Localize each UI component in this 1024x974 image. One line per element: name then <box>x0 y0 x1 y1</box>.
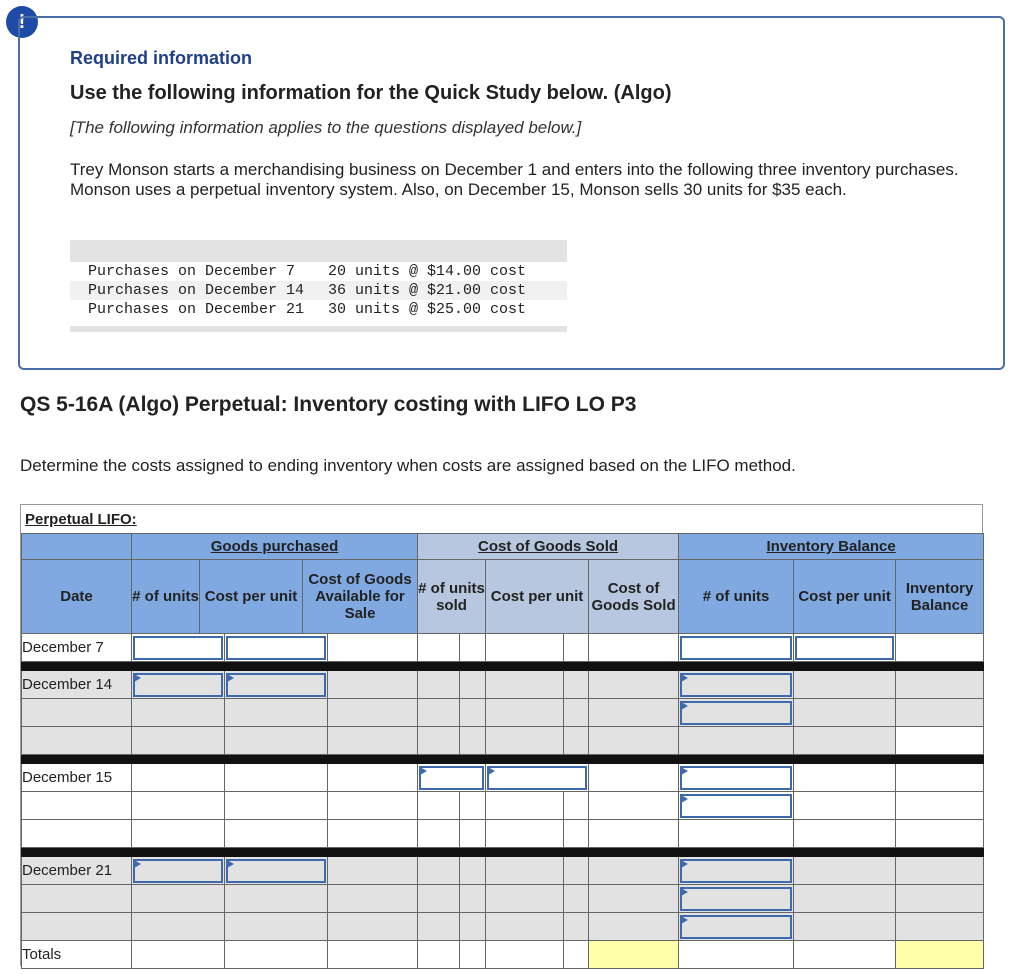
col-ib-units: # of units <box>679 560 794 634</box>
question-title: QS 5-16A (Algo) Perpetual: Inventory costing with LIFO LO P3 <box>20 393 637 416</box>
table-row <box>22 885 984 913</box>
gp-cost-input[interactable] <box>226 636 326 660</box>
gp-cost-cell[interactable] <box>225 857 328 885</box>
cogs-units-cell[interactable] <box>418 820 460 848</box>
cogs-cell[interactable] <box>564 671 589 699</box>
ib-units-cell[interactable] <box>679 699 794 727</box>
cogs-cell[interactable] <box>564 857 589 885</box>
cogs-units-cell[interactable] <box>418 727 460 755</box>
alert-icon: ! <box>6 6 38 38</box>
date-cell <box>22 885 132 913</box>
col-ib-cost-per-unit: Cost per unit <box>794 560 896 634</box>
ib-balance-cell[interactable] <box>896 820 984 848</box>
table-row <box>22 857 984 885</box>
cogs-cell[interactable] <box>460 885 486 913</box>
cogs-cell[interactable] <box>564 820 589 848</box>
purchase-row <box>70 281 567 300</box>
gp-cost-cell[interactable] <box>225 634 328 662</box>
ib-cost-cell[interactable] <box>794 913 896 941</box>
gp-units-cell[interactable] <box>132 885 225 913</box>
gp-cogas-cell[interactable] <box>328 727 418 755</box>
ib-units-dropdown[interactable] <box>680 673 792 697</box>
cogs-cell[interactable] <box>486 913 564 941</box>
gp-cogas-cell[interactable] <box>328 792 418 820</box>
ib-cost-input[interactable] <box>795 636 894 660</box>
ib-units-dropdown[interactable] <box>680 887 792 911</box>
cogs-total-cell[interactable] <box>589 913 679 941</box>
gp-cost-cell[interactable] <box>225 913 328 941</box>
col-date: Date <box>22 560 132 634</box>
goods-purchased-header: Goods purchased <box>132 534 418 560</box>
table-row <box>22 792 984 820</box>
gp-cost-dropdown[interactable] <box>226 859 326 883</box>
purchase-label: Purchases on December 14 <box>88 282 305 299</box>
inventory-balance-header: Inventory Balance <box>679 534 984 560</box>
ib-units-cell[interactable] <box>679 941 794 969</box>
ib-units-cell[interactable] <box>679 913 794 941</box>
gp-cost-cell[interactable] <box>225 727 328 755</box>
cogs-cell[interactable] <box>460 671 486 699</box>
gp-cogas-cell[interactable] <box>328 941 418 969</box>
ib-balance-cell[interactable] <box>896 885 984 913</box>
cogs-units-cell[interactable] <box>418 764 486 792</box>
cogs-units-cell[interactable] <box>418 941 460 969</box>
cogs-total-cell[interactable] <box>589 764 679 792</box>
info-subtitle: [The following information applies to the questions displayed below.] <box>70 118 582 137</box>
cogs-cell[interactable] <box>564 727 589 755</box>
table-row <box>22 913 984 941</box>
ib-units-dropdown[interactable] <box>680 766 792 790</box>
date-cell: December 21 <box>22 857 132 885</box>
ib-units-cell[interactable] <box>679 727 794 755</box>
table-row <box>22 671 984 699</box>
cogs-total-cell[interactable] <box>589 820 679 848</box>
ib-balance-cell[interactable] <box>896 792 984 820</box>
purchases-table <box>70 240 567 332</box>
cogs-cell[interactable] <box>486 634 564 662</box>
cogs-cell[interactable] <box>460 792 486 820</box>
required-information-panel <box>18 16 1005 370</box>
cogs-cell[interactable] <box>460 820 486 848</box>
table-row <box>22 727 984 755</box>
ib-units-cell[interactable] <box>679 634 794 662</box>
cogs-cell[interactable] <box>460 913 486 941</box>
date-cell <box>22 727 132 755</box>
gp-cogas-cell[interactable] <box>328 913 418 941</box>
table-row <box>22 634 984 662</box>
info-heading: Required information <box>70 48 253 68</box>
ib-units-cell[interactable] <box>679 764 794 792</box>
cogs-total-cell[interactable] <box>589 671 679 699</box>
cogs-units-cell[interactable] <box>418 792 460 820</box>
gp-cogas-cell[interactable] <box>328 671 418 699</box>
lifo-table <box>21 533 984 969</box>
cogs-cell[interactable] <box>486 699 564 727</box>
purchase-label: Purchases on December 7 <box>88 263 296 280</box>
header-blank <box>22 534 132 560</box>
ib-units-input[interactable] <box>680 636 792 660</box>
gp-units-cell[interactable] <box>132 727 225 755</box>
col-gp-cogas: Cost of Goods Available for Sale <box>303 560 418 634</box>
ib-cost-cell[interactable] <box>794 727 896 755</box>
cogs-cell[interactable] <box>564 634 589 662</box>
cogs-cell[interactable] <box>460 634 486 662</box>
cogs-units-cell[interactable] <box>418 634 460 662</box>
col-cogs-cost: Cost of Goods Sold <box>589 560 679 634</box>
date-cell: December 14 <box>22 671 132 699</box>
gp-cost-dropdown[interactable] <box>226 673 326 697</box>
perpetual-lifo-worksheet <box>20 504 983 966</box>
table-row <box>22 764 984 792</box>
ib-units-cell[interactable] <box>679 857 794 885</box>
purchase-detail: 30 units @ $25.00 cost <box>328 301 527 318</box>
ib-cost-cell[interactable] <box>794 941 896 969</box>
info-body: Trey Monson starts a merchandising business on December 1 and enters into the following three inventory purchases. Monson uses a perpetual inventory system. Also, on December 15, Monson sells 30 units for $35 each. <box>70 160 959 199</box>
cost-of-goods-sold-header: Cost of Goods Sold <box>418 534 679 560</box>
purchase-row <box>70 300 567 319</box>
col-cogs-cost-per-unit: Cost per unit <box>486 560 589 634</box>
date-cell: December 7 <box>22 634 132 662</box>
cogs-units-cell[interactable] <box>418 885 460 913</box>
gp-cost-cell[interactable] <box>225 820 328 848</box>
gp-units-cell[interactable] <box>132 634 225 662</box>
section-divider <box>22 848 984 857</box>
cogs-cell[interactable] <box>564 792 589 820</box>
gp-cost-cell[interactable] <box>225 699 328 727</box>
ib-balance-cell[interactable] <box>896 671 984 699</box>
ib-units-dropdown[interactable] <box>680 701 792 725</box>
ib-balance-cell[interactable] <box>896 913 984 941</box>
date-cell <box>22 699 132 727</box>
cogs-total-cell[interactable] <box>589 634 679 662</box>
cogs-units-cell[interactable] <box>418 699 460 727</box>
gp-units-cell[interactable] <box>132 671 225 699</box>
col-ib-balance: Inventory Balance <box>896 560 984 634</box>
ib-units-dropdown[interactable] <box>680 794 792 818</box>
table-row <box>22 699 984 727</box>
ib-cost-cell[interactable] <box>794 671 896 699</box>
totals-row <box>22 941 984 969</box>
purchase-detail: 20 units @ $14.00 cost <box>328 263 527 280</box>
ib-cost-cell[interactable] <box>794 820 896 848</box>
gp-units-cell[interactable] <box>132 792 225 820</box>
col-gp-cost-per-unit: Cost per unit <box>200 560 303 634</box>
cogs-cell[interactable] <box>460 941 486 969</box>
ib-units-dropdown[interactable] <box>680 859 792 883</box>
cogs-units-cell[interactable] <box>418 671 460 699</box>
cogs-cell[interactable] <box>460 727 486 755</box>
cogs-cost-cell[interactable] <box>486 764 589 792</box>
date-cell: Totals <box>22 941 132 969</box>
cogs-cell[interactable] <box>564 885 589 913</box>
cogs-cost-dropdown[interactable] <box>487 766 587 790</box>
gp-cogas-cell[interactable] <box>328 699 418 727</box>
ib-balance-cell[interactable] <box>896 764 984 792</box>
ib-cost-cell[interactable] <box>794 699 896 727</box>
cogs-cell[interactable] <box>486 941 564 969</box>
cogs-cell[interactable] <box>486 820 564 848</box>
cogs-units-cell[interactable] <box>418 857 460 885</box>
ib-units-cell[interactable] <box>679 671 794 699</box>
gp-units-cell[interactable] <box>132 699 225 727</box>
gp-units-cell[interactable] <box>132 913 225 941</box>
gp-cost-cell[interactable] <box>225 792 328 820</box>
ib-cost-cell[interactable] <box>794 634 896 662</box>
gp-cogas-cell[interactable] <box>328 634 418 662</box>
date-cell <box>22 820 132 848</box>
gp-cogas-cell[interactable] <box>328 820 418 848</box>
cogs-cell[interactable] <box>486 792 564 820</box>
col-gp-units: # of units <box>132 560 200 634</box>
table-row <box>22 820 984 848</box>
ib-cost-cell[interactable] <box>794 885 896 913</box>
cogs-units-dropdown[interactable] <box>419 766 484 790</box>
purchase-label: Purchases on December 21 <box>88 301 305 318</box>
purchase-detail: 36 units @ $21.00 cost <box>328 282 527 299</box>
ib-cost-cell[interactable] <box>794 792 896 820</box>
cogs-cell[interactable] <box>564 699 589 727</box>
cogs-cell[interactable] <box>564 913 589 941</box>
info-title: Use the following information for the Quick Study below. (Algo) <box>70 82 672 104</box>
cogs-cell[interactable] <box>486 857 564 885</box>
gp-units-input[interactable] <box>133 636 223 660</box>
gp-units-cell[interactable] <box>132 820 225 848</box>
date-cell <box>22 792 132 820</box>
gp-cost-cell[interactable] <box>225 764 328 792</box>
cogs-cell[interactable] <box>460 699 486 727</box>
gp-units-cell[interactable] <box>132 941 225 969</box>
cogs-cell[interactable] <box>486 885 564 913</box>
gp-units-cell[interactable] <box>132 857 225 885</box>
ib-cost-cell[interactable] <box>794 857 896 885</box>
ib-units-cell[interactable] <box>679 820 794 848</box>
cogs-cell[interactable] <box>564 941 589 969</box>
gp-cost-cell[interactable] <box>225 671 328 699</box>
ib-units-cell[interactable] <box>679 885 794 913</box>
gp-cogas-cell[interactable] <box>328 764 418 792</box>
date-cell <box>22 913 132 941</box>
gp-cost-cell[interactable] <box>225 941 328 969</box>
ib-balance-cell[interactable] <box>896 634 984 662</box>
gp-cogas-cell[interactable] <box>328 885 418 913</box>
gp-units-cell[interactable] <box>132 764 225 792</box>
cogs-total-cell[interactable] <box>589 792 679 820</box>
gp-cost-cell[interactable] <box>225 885 328 913</box>
cogs-total-cell[interactable] <box>589 857 679 885</box>
ib-units-cell[interactable] <box>679 792 794 820</box>
question-prompt: Determine the costs assigned to ending inventory when costs are assigned based on the LIFO method. <box>20 456 796 475</box>
cogs-units-cell[interactable] <box>418 913 460 941</box>
cogs-total-cell[interactable] <box>589 727 679 755</box>
cogs-cell[interactable] <box>486 671 564 699</box>
ib-balance-cell[interactable] <box>896 727 984 755</box>
ib-cost-cell[interactable] <box>794 764 896 792</box>
cogs-cell[interactable] <box>486 727 564 755</box>
total-cogs-cell[interactable] <box>589 941 679 969</box>
section-divider <box>22 755 984 764</box>
purchase-row <box>70 262 567 281</box>
ib-balance-cell[interactable] <box>896 699 984 727</box>
gp-units-dropdown[interactable] <box>133 673 223 697</box>
col-cogs-units-sold: # of units sold <box>418 560 486 634</box>
total-inventory-balance-cell[interactable] <box>896 941 984 969</box>
gp-units-dropdown[interactable] <box>133 859 223 883</box>
cogs-total-cell[interactable] <box>589 699 679 727</box>
ib-units-dropdown[interactable] <box>680 915 792 939</box>
ib-balance-cell[interactable] <box>896 857 984 885</box>
cogs-total-cell[interactable] <box>589 885 679 913</box>
section-divider <box>22 662 984 671</box>
gp-cogas-cell[interactable] <box>328 857 418 885</box>
date-cell: December 15 <box>22 764 132 792</box>
worksheet-title: Perpetual LIFO: <box>25 511 137 528</box>
cogs-cell[interactable] <box>460 857 486 885</box>
